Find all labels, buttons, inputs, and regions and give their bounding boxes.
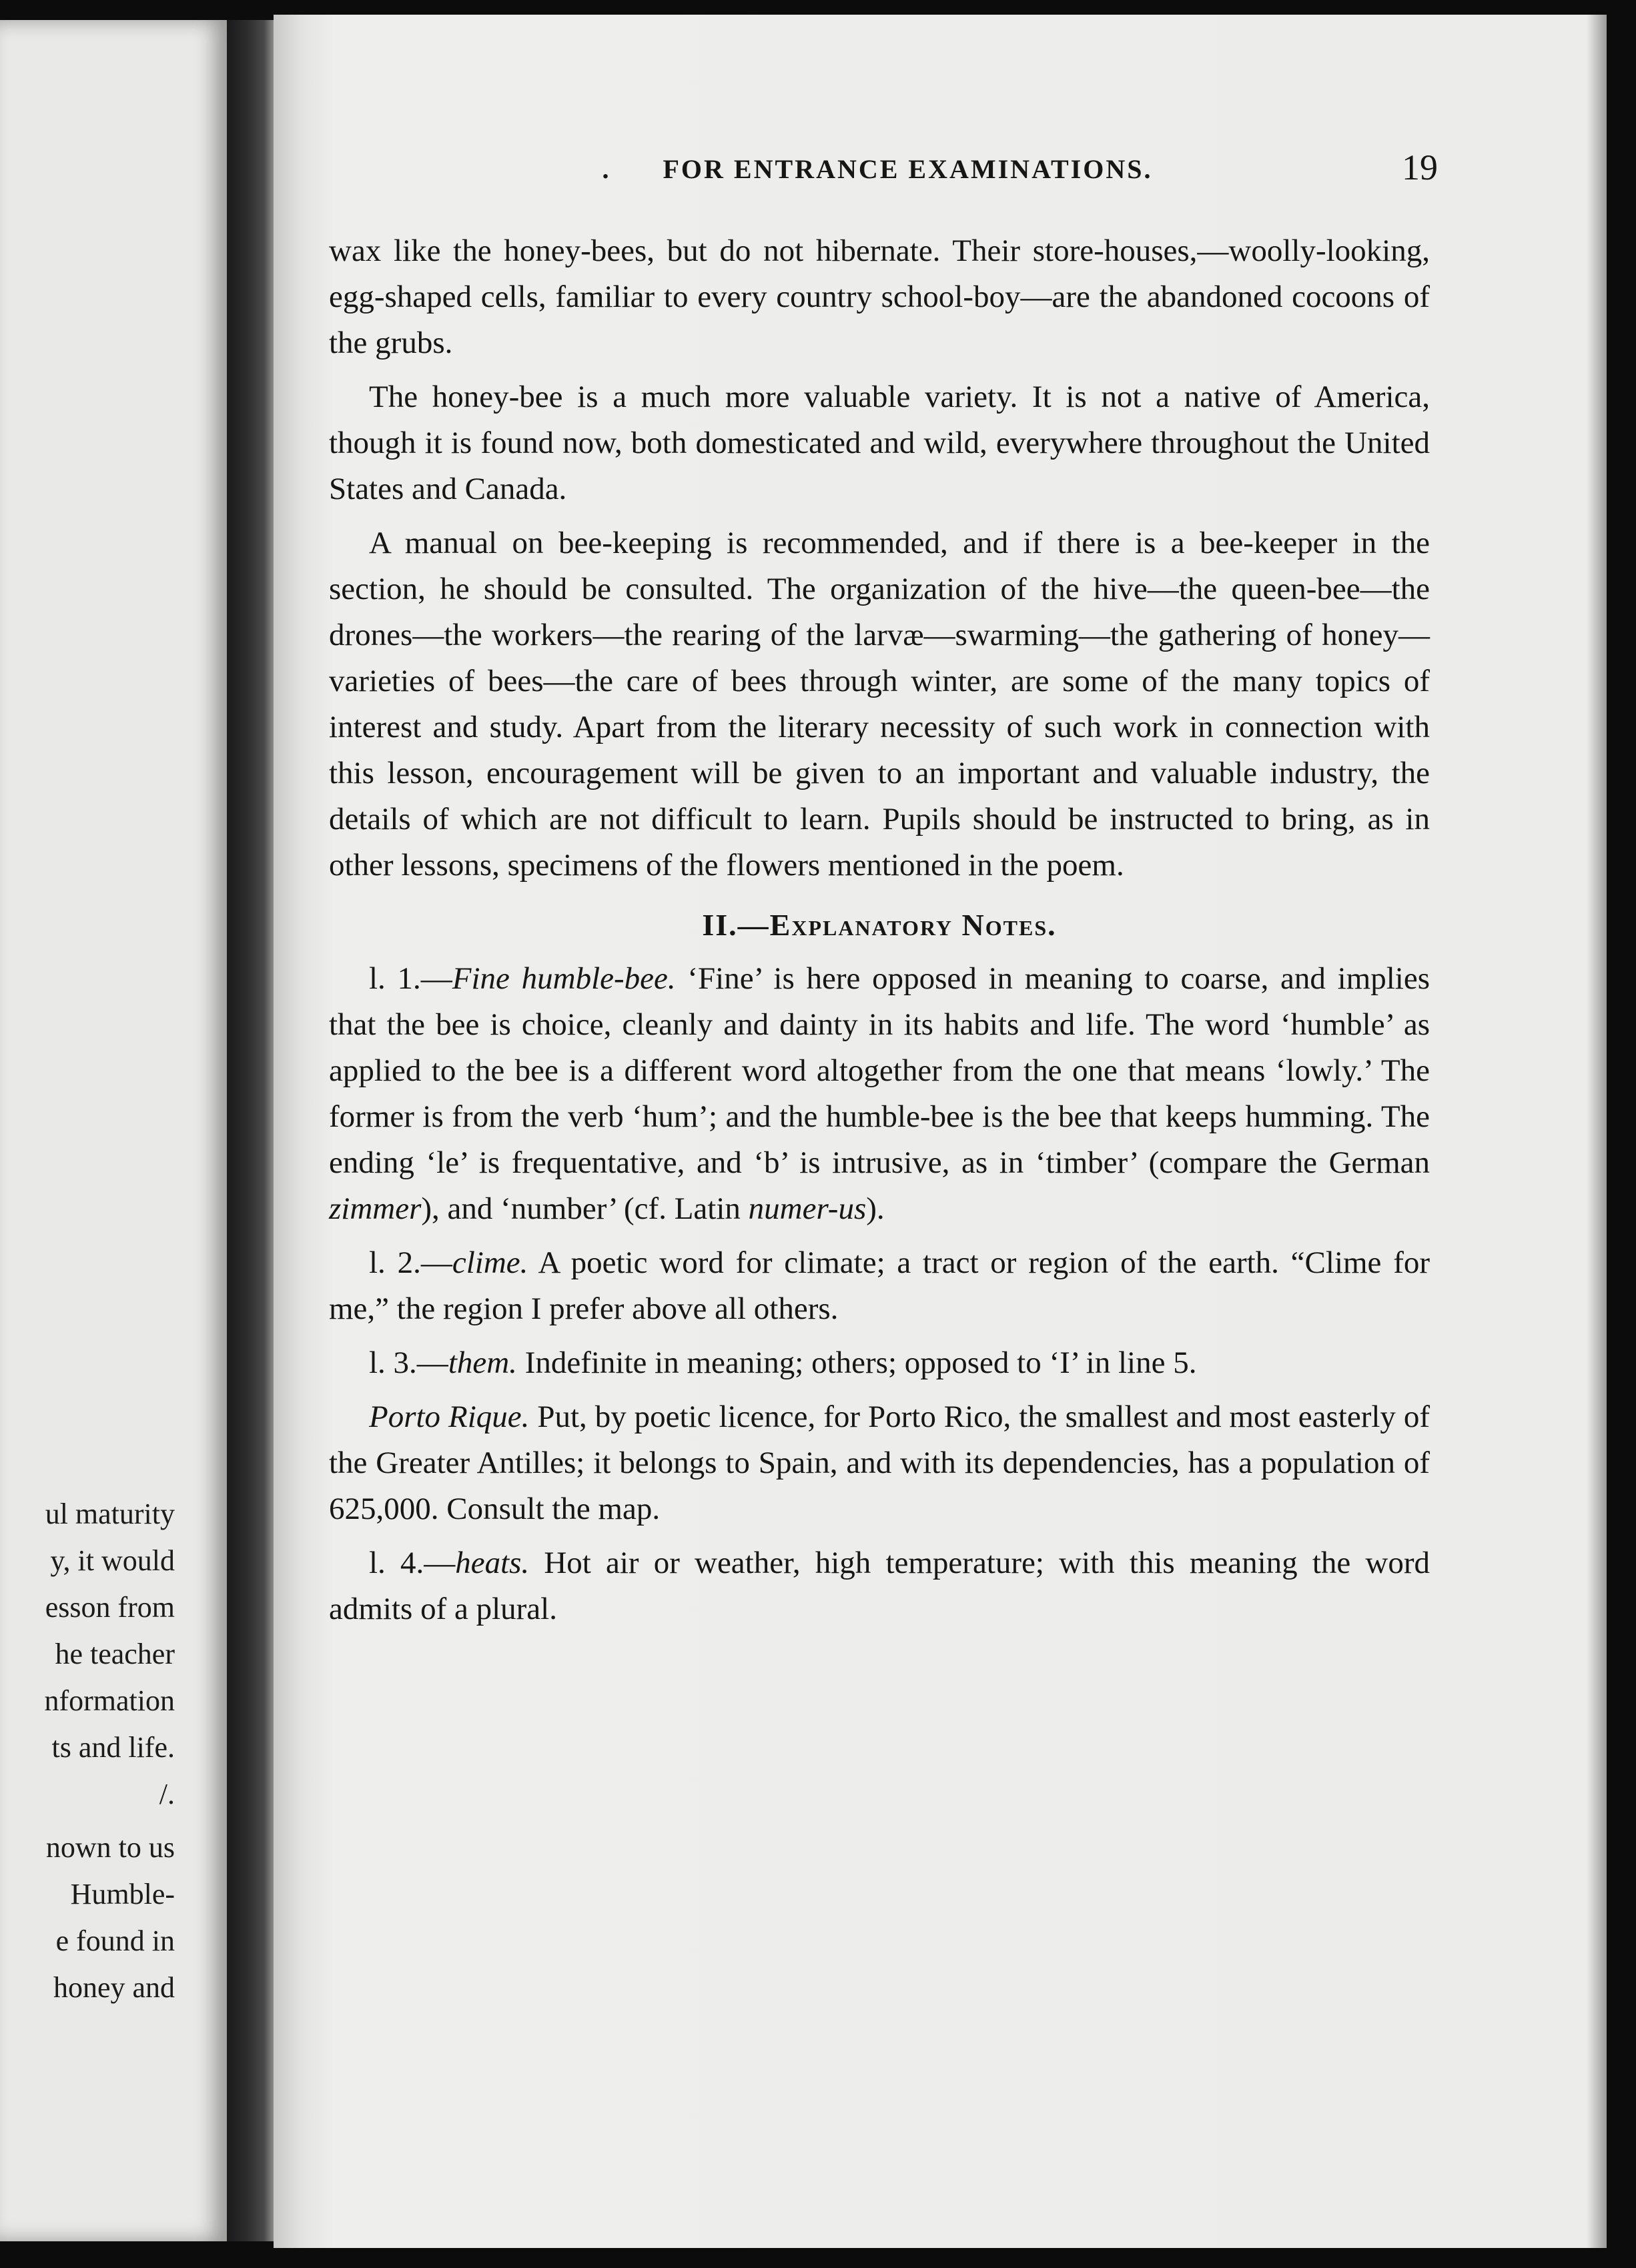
note [329, 1340, 1430, 1386]
facing-page-line: ul maturity [45, 1498, 175, 1530]
running-head [274, 153, 1481, 185]
facing-page-line: e found in [55, 1924, 175, 1957]
page-header [274, 133, 1481, 193]
note-text: Hot air or weather, high temperature; with this meaning the word admits of a plural. [329, 1546, 1430, 1626]
running-head-dot: . [602, 154, 611, 184]
note [329, 1240, 1430, 1332]
note-text: ‘Fine’ is here opposed in meaning to coarse, and implies that the bee is choice, cleanly and dainty in its habits and life. The word ‘humble’ as applied to the bee is a different word altogether from the one that means ‘lowly.’ The former is from the verb ‘hum’; and the humble-bee is the bee that keeps humming. The ending ‘le’ is frequentative, and ‘b’ is intrusive, as in ‘timber’ (compare the German [329, 961, 1430, 1180]
page-number: 19 [1402, 147, 1438, 187]
note-line-ref: l. 2.— [369, 1245, 452, 1280]
note-term: them. [448, 1345, 517, 1380]
note-text: Put, by poetic licence, for Porto Rico, the smallest and most easterly of the Greater Antilles; it belongs to Spain, and with its dependencies, has a population of 625,000. Consult the map. [329, 1399, 1430, 1526]
page-edge-shadow [1587, 15, 1607, 2248]
note-text: ), and ‘number’ (cf. Latin [421, 1191, 749, 1226]
facing-page-line: nown to us [45, 1831, 175, 1864]
section-heading [329, 907, 1430, 943]
facing-page-line: ts and life. [51, 1731, 175, 1764]
facing-page-line: he teacher [55, 1638, 175, 1670]
page-body [329, 228, 1430, 1640]
note-term: clime. [452, 1245, 528, 1280]
note [329, 1394, 1430, 1532]
paragraph: wax like the honey-bees, but do not hibernate. Their store-houses,—woolly-looking, egg-shaped cells, familiar to every country school-boy—are the abandoned cocoons of the grubs. [329, 233, 1430, 360]
facing-page-line: Humble- [70, 1878, 175, 1910]
note-term: zimmer [329, 1191, 422, 1226]
note [329, 1540, 1430, 1632]
facing-page-line: /. [159, 1778, 175, 1810]
note-line-ref: l. 3.— [369, 1345, 448, 1380]
facing-page-line: honey and [53, 1971, 175, 2004]
section-title: Explanatory Notes. [769, 908, 1057, 942]
running-head-title: FOR ENTRANCE EXAMINATIONS. [663, 154, 1153, 184]
facing-page-line: y, it would [50, 1544, 175, 1577]
note-term: Fine humble-bee. [452, 961, 676, 996]
note-term: heats. [455, 1546, 530, 1580]
note-text: ). [866, 1191, 885, 1226]
facing-page [0, 20, 227, 2241]
note-text: A poetic word for climate; a tract or region of the earth. “Clime for me,” the region I prefer above all others. [329, 1245, 1430, 1326]
paragraph: The honey-bee is a much more valuable variety. It is not a native of America, though it is found now, both domesticated and wild, everywhere throughout the United States and Canada. [329, 380, 1430, 506]
note [329, 956, 1430, 1232]
paragraph: A manual on bee-keeping is recommended, and if there is a bee-keeper in the section, he should be consulted. The organization of the hive—the queen-bee—the drones—the workers—the rearing of the larvæ—swarming—the gathering of honey—varieties of bees—the care of bees through winter, are some of the many topics of interest and study. Apart from the literary necessity of such work in connection with this lesson, encouragement will be given to an important and valuable industry, the details of which are not difficult to learn. Pupils should be instructed to bring, as in other lessons, specimens of the flowers mentioned in the poem. [329, 526, 1430, 883]
note-text: Indefinite in meaning; others; opposed to ‘I’ in line 5. [516, 1345, 1197, 1380]
note-line-ref: l. 1.— [369, 961, 452, 996]
note-term: Porto Rique. [369, 1399, 530, 1434]
note-term: numer-us [748, 1191, 867, 1226]
section-numeral: II.— [702, 908, 770, 942]
note-line-ref: l. 4.— [369, 1546, 456, 1580]
facing-page-line: esson from [45, 1591, 175, 1624]
book-gutter [227, 20, 274, 2241]
facing-page-line: nformation [44, 1684, 175, 1717]
